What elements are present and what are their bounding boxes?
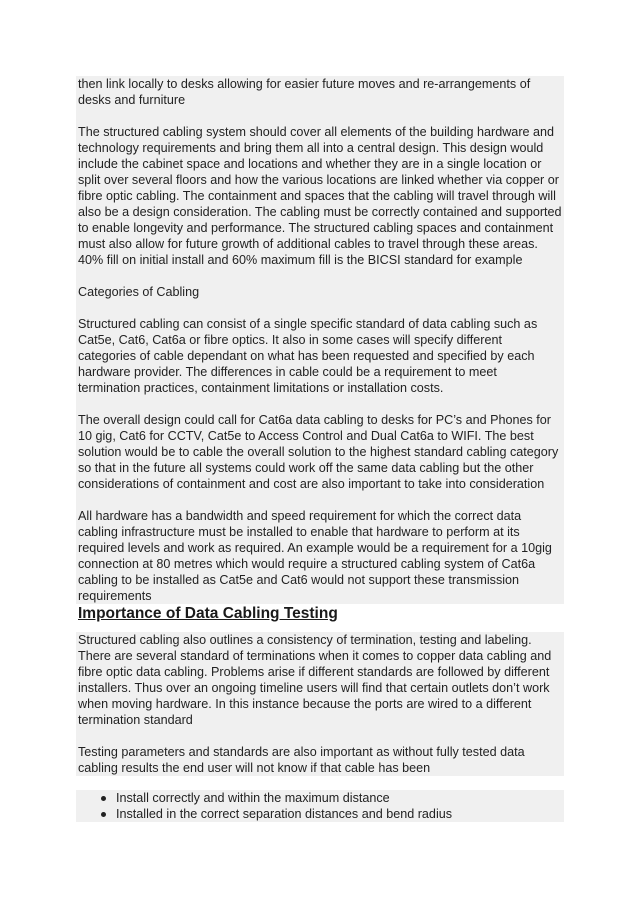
list-item: Installed in the correct separation distances and bend radius	[76, 806, 564, 822]
paragraph-testing: Testing parameters and standards are also important as without fully tested data cabling results the end user will not know if that cable has been	[78, 745, 525, 775]
paragraph-structured-cabling: The structured cabling system should cover all elements of the building hardware and technology requirements and bring them all into a central design. This design would include the cabinet space and locations and whether they are in a single location or split over several floors and how the various locations are linked whether via copper or fibre optic cabling. The containment and spaces that the cabling will travel through will also be a design consideration. The cabling must be correctly contained and supported to enable longevity and performance. The structured cabling spaces and containment must also allow for future growth of additional cables to travel through these areas. 40% fill on initial install and 60% maximum fill is the BICSI standard for example	[78, 125, 562, 267]
text-block-top	[76, 76, 564, 604]
text-block-bottom	[76, 632, 564, 776]
paragraph-termination: Structured cabling also outlines a consistency of termination, testing and labeling. There are several standard of terminations when it comes to copper data cabling and fibre optic data cabling. Problems arise if different standards are followed by different installers. Thus over an ongoing timeline users will find that certain outlets don’t work when moving hardware. In this instance because the ports are wired to a different termination standard	[78, 633, 552, 727]
paragraph-categories-title: Categories of Cabling	[78, 285, 200, 299]
paragraph-intro: then link locally to desks allowing for easier future moves and re-arrangements of desks and furniture	[78, 77, 531, 107]
paragraph-overall-design: The overall design could call for Cat6a data cabling to desks for PC’s and Phones for 10 gig, Cat6 for CCTV, Cat5e to Access Control and Dual Cat6a to WIFI. The best solution would be to cable the overall solution to the highest standard cabling category so that in the future all systems could work off the same data cabling but the other considerations of containment and cost are also important to take into consideration	[78, 413, 559, 491]
section-heading: Importance of Data Cabling Testing	[78, 605, 338, 622]
paragraph-bandwidth: All hardware has a bandwidth and speed requirement for which the correct data cabling infrastructure must be installed to enable that hardware to perform at its required levels and work as required. An example would be a requirement for a 10gig connection at 80 metres which would require a structured cabling system of Cat6a cabling to be installed as Cat5e and Cat6 would not support these transmission requirements	[78, 509, 552, 603]
paragraph-categories: Structured cabling can consist of a single specific standard of data cabling such as Cat5e, Cat6, Cat6a or fibre optics. It also in some cases will specify different categories of cable dependant on what has been requested and specified by each hardware provider. The differences in cable could be a requirement to meet termination practices, containment limitations or installation costs.	[78, 317, 538, 395]
bullet-list	[76, 790, 564, 822]
list-item: Install correctly and within the maximum distance	[76, 790, 564, 806]
